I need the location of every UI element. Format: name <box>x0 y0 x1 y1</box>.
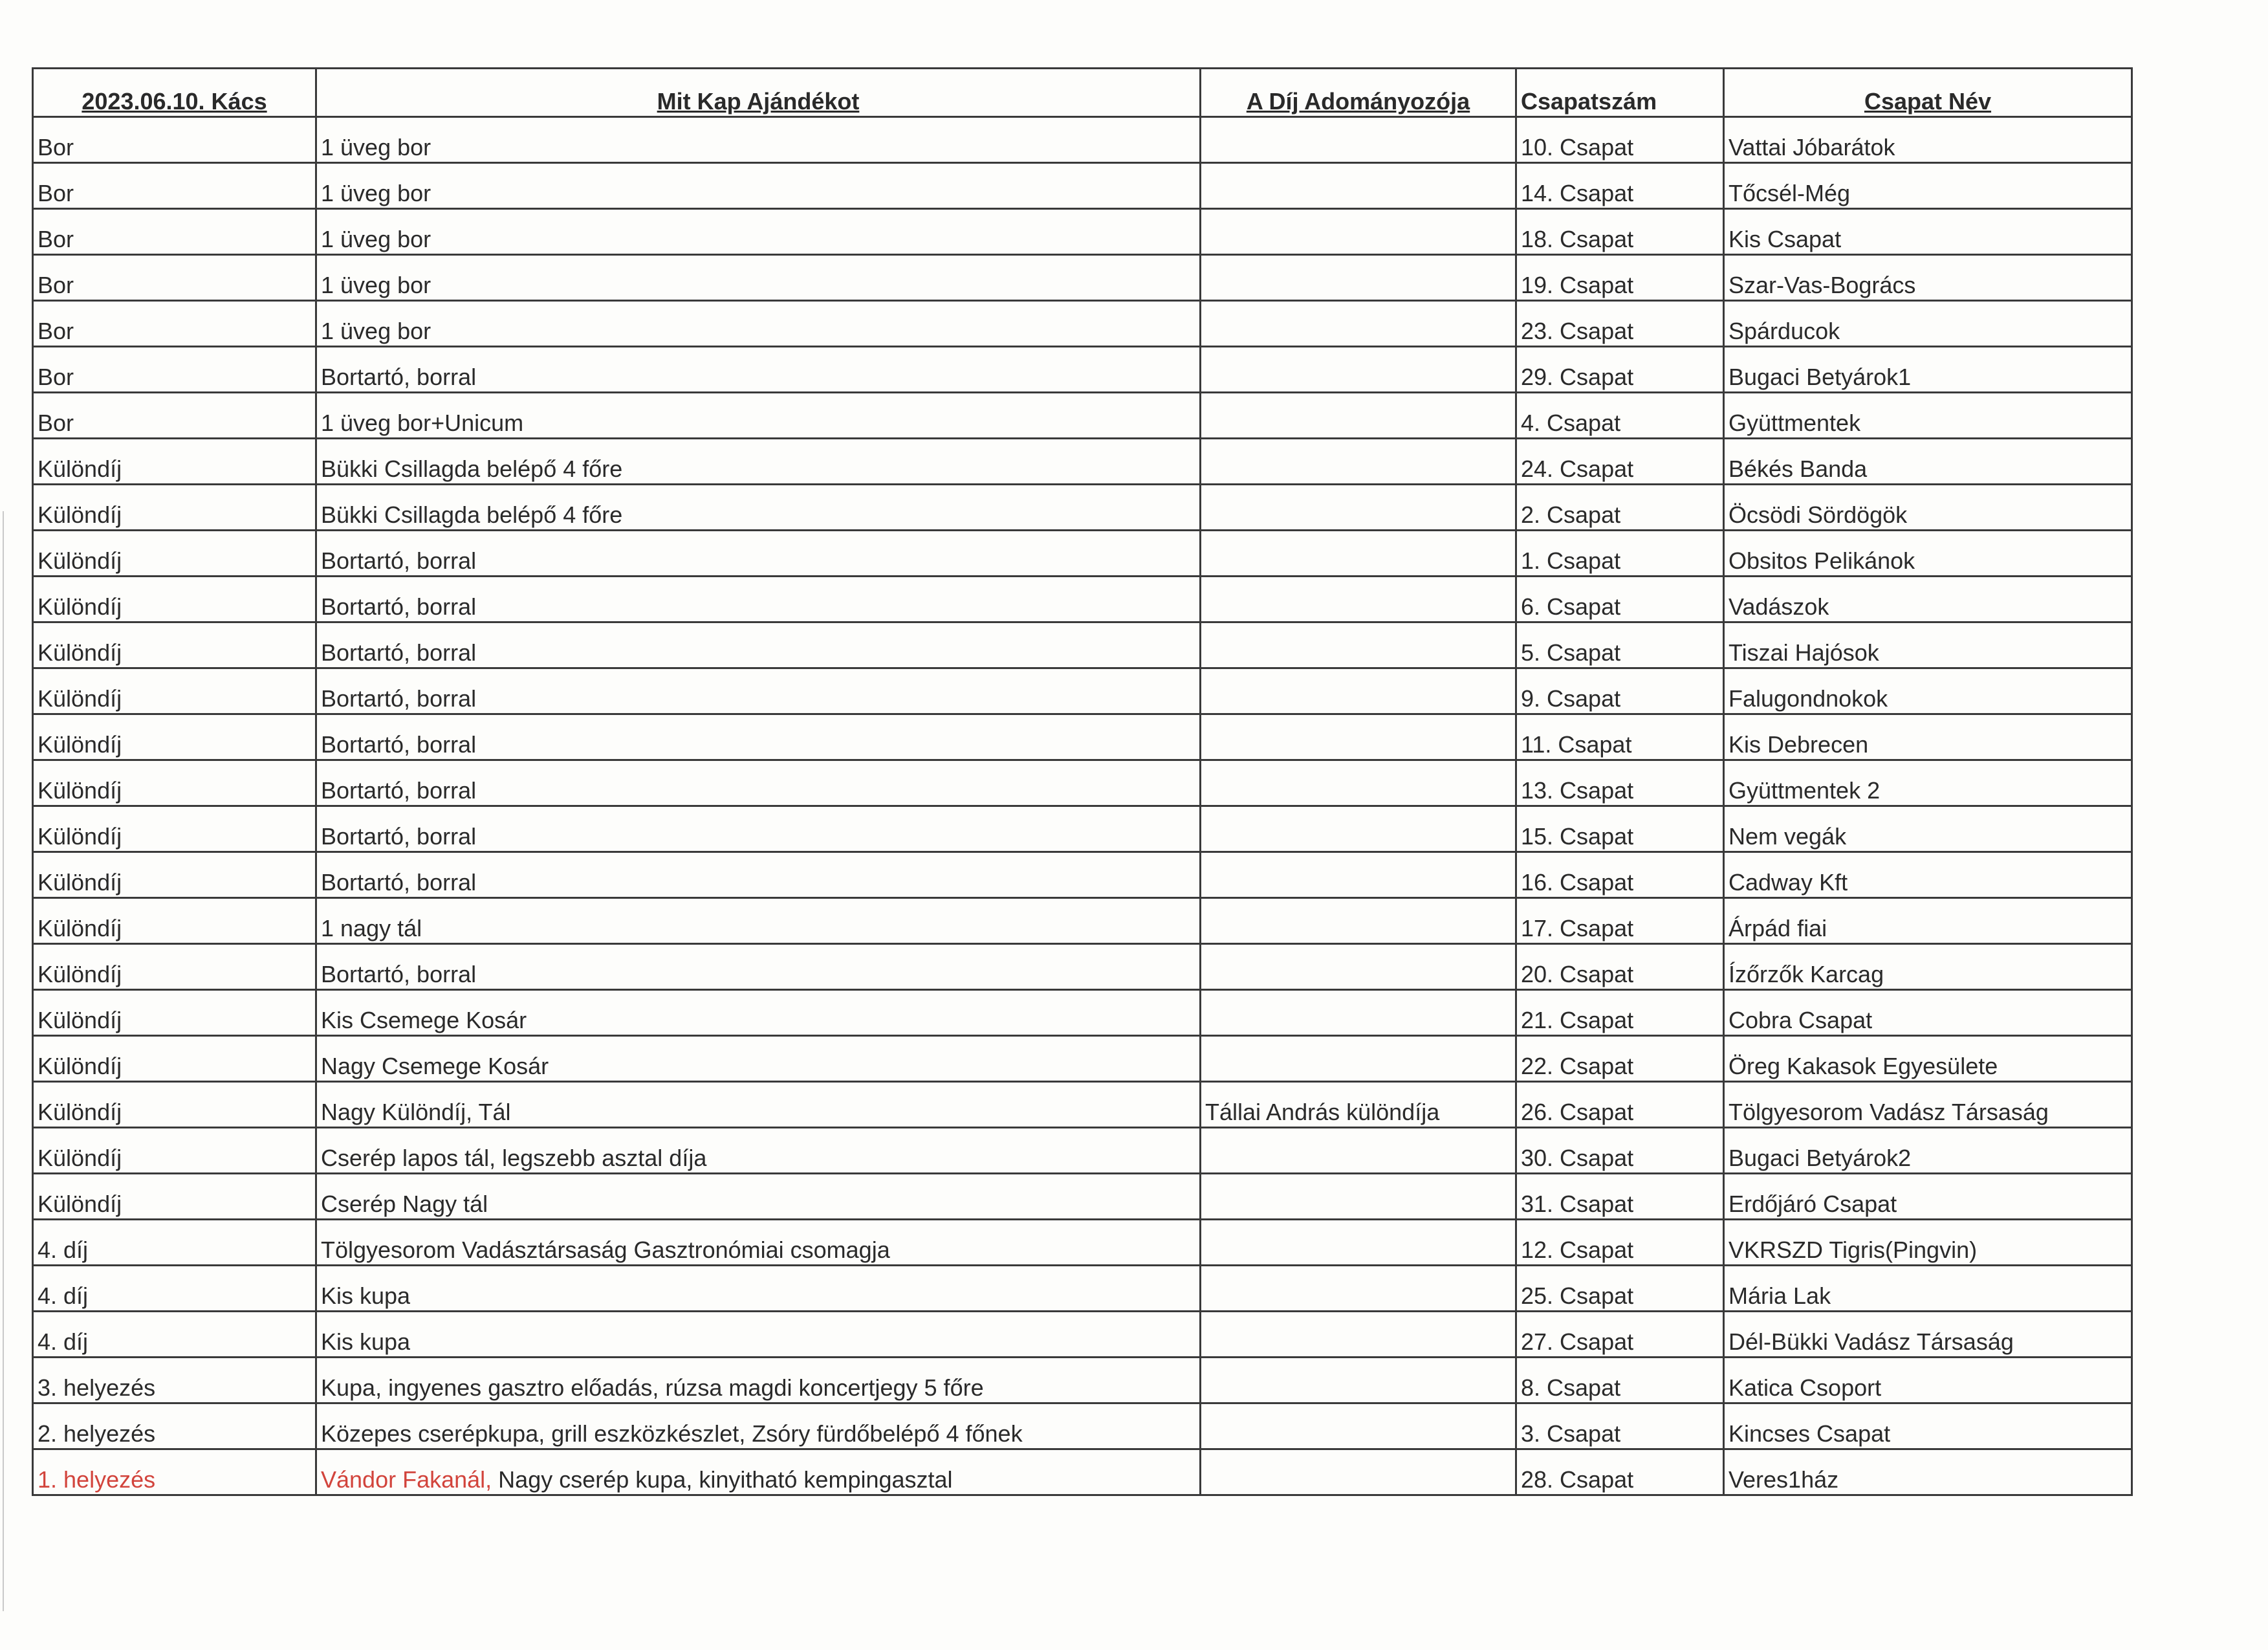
cell-gift: Cserép Nagy tál <box>316 1174 1201 1220</box>
cell-category: Különdíj <box>33 1174 316 1220</box>
cell-category: 3. helyezés <box>33 1358 316 1403</box>
cell-donor <box>1201 1403 1516 1449</box>
cell-donor <box>1201 944 1516 990</box>
table-row <box>33 117 2132 163</box>
table-row <box>33 255 2132 301</box>
header-row <box>33 69 2132 117</box>
cell-gift: 1 üveg bor <box>316 255 1201 301</box>
cell-category: Különdíj <box>33 1082 316 1128</box>
cell-gift: Bortartó, borral <box>316 577 1201 622</box>
cell-team-name: Bugaci Betyárok1 <box>1724 347 2132 393</box>
cell-category: Különdíj <box>33 852 316 898</box>
cell-category: Bor <box>33 163 316 209</box>
cell-team-name: Tölgyesorom Vadász Társaság <box>1724 1082 2132 1128</box>
table-row-first-place <box>33 1449 2132 1495</box>
table-row <box>33 163 2132 209</box>
cell-donor <box>1201 439 1516 485</box>
cell-gift <box>316 1449 1201 1495</box>
cell-team-name: Szar-Vas-Bogrács <box>1724 255 2132 301</box>
table-row <box>33 668 2132 714</box>
table-row <box>33 1220 2132 1266</box>
cell-donor <box>1201 577 1516 622</box>
cell-team-number: 29. Csapat <box>1516 347 1724 393</box>
gift-highlight: Vándor Fakanál, <box>321 1466 492 1493</box>
cell-team-number: 27. Csapat <box>1516 1312 1724 1358</box>
cell-team-number: 19. Csapat <box>1516 255 1724 301</box>
cell-donor <box>1201 1358 1516 1403</box>
cell-donor <box>1201 1266 1516 1312</box>
cell-team-name: Békés Banda <box>1724 439 2132 485</box>
cell-category: Különdíj <box>33 760 316 806</box>
cell-team-number: 4. Csapat <box>1516 393 1724 439</box>
header-team-name: Csapat Név <box>1724 69 2132 117</box>
cell-team-number: 14. Csapat <box>1516 163 1724 209</box>
table-row <box>33 714 2132 760</box>
cell-team-number: 18. Csapat <box>1516 209 1724 255</box>
cell-team-name: Árpád fiai <box>1724 898 2132 944</box>
cell-category: Bor <box>33 347 316 393</box>
table-row <box>33 760 2132 806</box>
cell-team-name: Tiszai Hajósok <box>1724 622 2132 668</box>
cell-gift: Kupa, ingyenes gasztro előadás, rúzsa magdi koncertjegy 5 főre <box>316 1358 1201 1403</box>
cell-donor <box>1201 1220 1516 1266</box>
table-row <box>33 852 2132 898</box>
awards-sheet <box>32 67 2131 1496</box>
cell-gift: 1 üveg bor <box>316 117 1201 163</box>
cell-team-name: Cobra Csapat <box>1724 990 2132 1036</box>
cell-team-name: Gyüttmentek <box>1724 393 2132 439</box>
cell-donor <box>1201 760 1516 806</box>
cell-team-name: Ízőrzők Karcag <box>1724 944 2132 990</box>
table-row <box>33 1174 2132 1220</box>
cell-team-name: Cadway Kft <box>1724 852 2132 898</box>
cell-gift: Bortartó, borral <box>316 531 1201 577</box>
cell-gift: Kis kupa <box>316 1266 1201 1312</box>
cell-team-number: 5. Csapat <box>1516 622 1724 668</box>
cell-category: Különdíj <box>33 485 316 531</box>
cell-team-name: Dél-Bükki Vadász Társaság <box>1724 1312 2132 1358</box>
cell-team-number: 11. Csapat <box>1516 714 1724 760</box>
cell-category: Különdíj <box>33 990 316 1036</box>
cell-team-number: 24. Csapat <box>1516 439 1724 485</box>
table-row <box>33 531 2132 577</box>
cell-team-name: Veres1ház <box>1724 1449 2132 1495</box>
cell-donor <box>1201 622 1516 668</box>
cell-team-name: Mária Lak <box>1724 1266 2132 1312</box>
cell-team-number: 16. Csapat <box>1516 852 1724 898</box>
cell-team-name: Falugondnokok <box>1724 668 2132 714</box>
cell-donor <box>1201 1312 1516 1358</box>
cell-team-number: 12. Csapat <box>1516 1220 1724 1266</box>
cell-team-name: Öcsödi Sördögök <box>1724 485 2132 531</box>
cell-gift: Kis kupa <box>316 1312 1201 1358</box>
table-row <box>33 1036 2132 1082</box>
cell-category: Különdíj <box>33 668 316 714</box>
cell-team-number: 22. Csapat <box>1516 1036 1724 1082</box>
cell-team-name: Vattai Jóbarátok <box>1724 117 2132 163</box>
cell-team-name: Gyüttmentek 2 <box>1724 760 2132 806</box>
cell-team-number: 26. Csapat <box>1516 1082 1724 1128</box>
cell-team-name: Bugaci Betyárok2 <box>1724 1128 2132 1174</box>
cell-category: Különdíj <box>33 439 316 485</box>
cell-category: Különdíj <box>33 1036 316 1082</box>
cell-category: Bor <box>33 255 316 301</box>
cell-gift: Bortartó, borral <box>316 347 1201 393</box>
awards-table <box>32 67 2133 1496</box>
cell-team-name: Kis Debrecen <box>1724 714 2132 760</box>
cell-category: 4. díj <box>33 1220 316 1266</box>
table-row <box>33 622 2132 668</box>
cell-team-name: Vadászok <box>1724 577 2132 622</box>
table-row <box>33 1358 2132 1403</box>
cell-gift: Bortartó, borral <box>316 714 1201 760</box>
table-row <box>33 806 2132 852</box>
cell-category: Különdíj <box>33 944 316 990</box>
cell-team-number: 10. Csapat <box>1516 117 1724 163</box>
cell-category: 1. helyezés <box>33 1449 316 1495</box>
header-date-place: 2023.06.10. Kács <box>33 69 316 117</box>
cell-donor <box>1201 255 1516 301</box>
cell-team-name: Erdőjáró Csapat <box>1724 1174 2132 1220</box>
cell-team-name: Tőcsél-Még <box>1724 163 2132 209</box>
cell-donor <box>1201 393 1516 439</box>
cell-team-number: 8. Csapat <box>1516 1358 1724 1403</box>
cell-team-number: 31. Csapat <box>1516 1174 1724 1220</box>
cell-team-number: 25. Csapat <box>1516 1266 1724 1312</box>
cell-category: Különdíj <box>33 714 316 760</box>
cell-donor <box>1201 1174 1516 1220</box>
cell-donor <box>1201 117 1516 163</box>
cell-gift: Bortartó, borral <box>316 668 1201 714</box>
table-row <box>33 944 2132 990</box>
table-row <box>33 393 2132 439</box>
cell-category: Különdíj <box>33 806 316 852</box>
cell-gift: Bortartó, borral <box>316 622 1201 668</box>
cell-category: Különdíj <box>33 622 316 668</box>
cell-category: Bor <box>33 117 316 163</box>
cell-category: Különdíj <box>33 577 316 622</box>
cell-gift: Bortartó, borral <box>316 760 1201 806</box>
cell-category: Bor <box>33 209 316 255</box>
gift-rest: Nagy cserép kupa, kinyitható kempingasztal <box>492 1466 953 1493</box>
cell-team-number: 30. Csapat <box>1516 1128 1724 1174</box>
cell-gift: Nagy Csemege Kosár <box>316 1036 1201 1082</box>
header-team-number: Csapatszám <box>1516 69 1724 117</box>
cell-gift: Bortartó, borral <box>316 852 1201 898</box>
cell-donor <box>1201 852 1516 898</box>
header-gift: Mit Kap Ajándékot <box>316 69 1201 117</box>
cell-team-number: 13. Csapat <box>1516 760 1724 806</box>
cell-team-number: 20. Csapat <box>1516 944 1724 990</box>
cell-team-number: 9. Csapat <box>1516 668 1724 714</box>
table-row <box>33 1403 2132 1449</box>
table-row <box>33 485 2132 531</box>
cell-donor: Tállai András különdíja <box>1201 1082 1516 1128</box>
table-row <box>33 898 2132 944</box>
cell-donor <box>1201 898 1516 944</box>
table-row <box>33 1082 2132 1128</box>
cell-team-name: Kincses Csapat <box>1724 1403 2132 1449</box>
cell-donor <box>1201 714 1516 760</box>
cell-gift: 1 üveg bor <box>316 209 1201 255</box>
scan-edge-line <box>3 511 4 1611</box>
table-row <box>33 1266 2132 1312</box>
cell-gift: Cserép lapos tál, legszebb asztal díja <box>316 1128 1201 1174</box>
table-row <box>33 301 2132 347</box>
cell-gift: 1 üveg bor <box>316 301 1201 347</box>
awards-table-body <box>33 117 2132 1495</box>
cell-gift: Kis Csemege Kosár <box>316 990 1201 1036</box>
cell-gift: Közepes cserépkupa, grill eszközkészlet, Zsóry fürdőbelépő 4 főnek <box>316 1403 1201 1449</box>
cell-gift: Bortartó, borral <box>316 944 1201 990</box>
cell-gift: 1 nagy tál <box>316 898 1201 944</box>
cell-team-number: 15. Csapat <box>1516 806 1724 852</box>
cell-team-number: 23. Csapat <box>1516 301 1724 347</box>
cell-gift: 1 üveg bor+Unicum <box>316 393 1201 439</box>
table-row <box>33 990 2132 1036</box>
table-row <box>33 1312 2132 1358</box>
cell-donor <box>1201 1128 1516 1174</box>
header-donor: A Díj Adományozója <box>1201 69 1516 117</box>
cell-team-name: Öreg Kakasok Egyesülete <box>1724 1036 2132 1082</box>
cell-team-name: Nem vegák <box>1724 806 2132 852</box>
table-row <box>33 347 2132 393</box>
cell-category: Bor <box>33 301 316 347</box>
cell-donor <box>1201 301 1516 347</box>
cell-category: 2. helyezés <box>33 1403 316 1449</box>
cell-gift: Bükki Csillagda belépő 4 főre <box>316 439 1201 485</box>
cell-donor <box>1201 485 1516 531</box>
cell-category: Bor <box>33 393 316 439</box>
cell-team-name: Kis Csapat <box>1724 209 2132 255</box>
cell-gift: Bükki Csillagda belépő 4 főre <box>316 485 1201 531</box>
cell-team-number: 1. Csapat <box>1516 531 1724 577</box>
table-row <box>33 209 2132 255</box>
cell-gift: Tölgyesorom Vadásztársaság Gasztronómiai csomagja <box>316 1220 1201 1266</box>
cell-team-number: 28. Csapat <box>1516 1449 1724 1495</box>
cell-team-name: VKRSZD Tigris(Pingvin) <box>1724 1220 2132 1266</box>
cell-team-number: 21. Csapat <box>1516 990 1724 1036</box>
cell-gift: 1 üveg bor <box>316 163 1201 209</box>
table-row <box>33 1128 2132 1174</box>
cell-category: 4. díj <box>33 1312 316 1358</box>
cell-donor <box>1201 806 1516 852</box>
cell-team-number: 3. Csapat <box>1516 1403 1724 1449</box>
cell-team-name: Obsitos Pelikánok <box>1724 531 2132 577</box>
cell-donor <box>1201 1036 1516 1082</box>
cell-category: Különdíj <box>33 898 316 944</box>
cell-team-number: 17. Csapat <box>1516 898 1724 944</box>
cell-category: Különdíj <box>33 531 316 577</box>
cell-donor <box>1201 347 1516 393</box>
cell-team-number: 6. Csapat <box>1516 577 1724 622</box>
table-row <box>33 577 2132 622</box>
cell-team-number: 2. Csapat <box>1516 485 1724 531</box>
cell-donor <box>1201 668 1516 714</box>
cell-category: 4. díj <box>33 1266 316 1312</box>
cell-donor <box>1201 209 1516 255</box>
cell-donor <box>1201 163 1516 209</box>
cell-donor <box>1201 990 1516 1036</box>
cell-gift: Nagy Különdíj, Tál <box>316 1082 1201 1128</box>
cell-donor <box>1201 531 1516 577</box>
cell-team-name: Katica Csoport <box>1724 1358 2132 1403</box>
cell-gift: Bortartó, borral <box>316 806 1201 852</box>
cell-category: Különdíj <box>33 1128 316 1174</box>
cell-donor <box>1201 1449 1516 1495</box>
table-row <box>33 439 2132 485</box>
cell-team-name: Spárducok <box>1724 301 2132 347</box>
